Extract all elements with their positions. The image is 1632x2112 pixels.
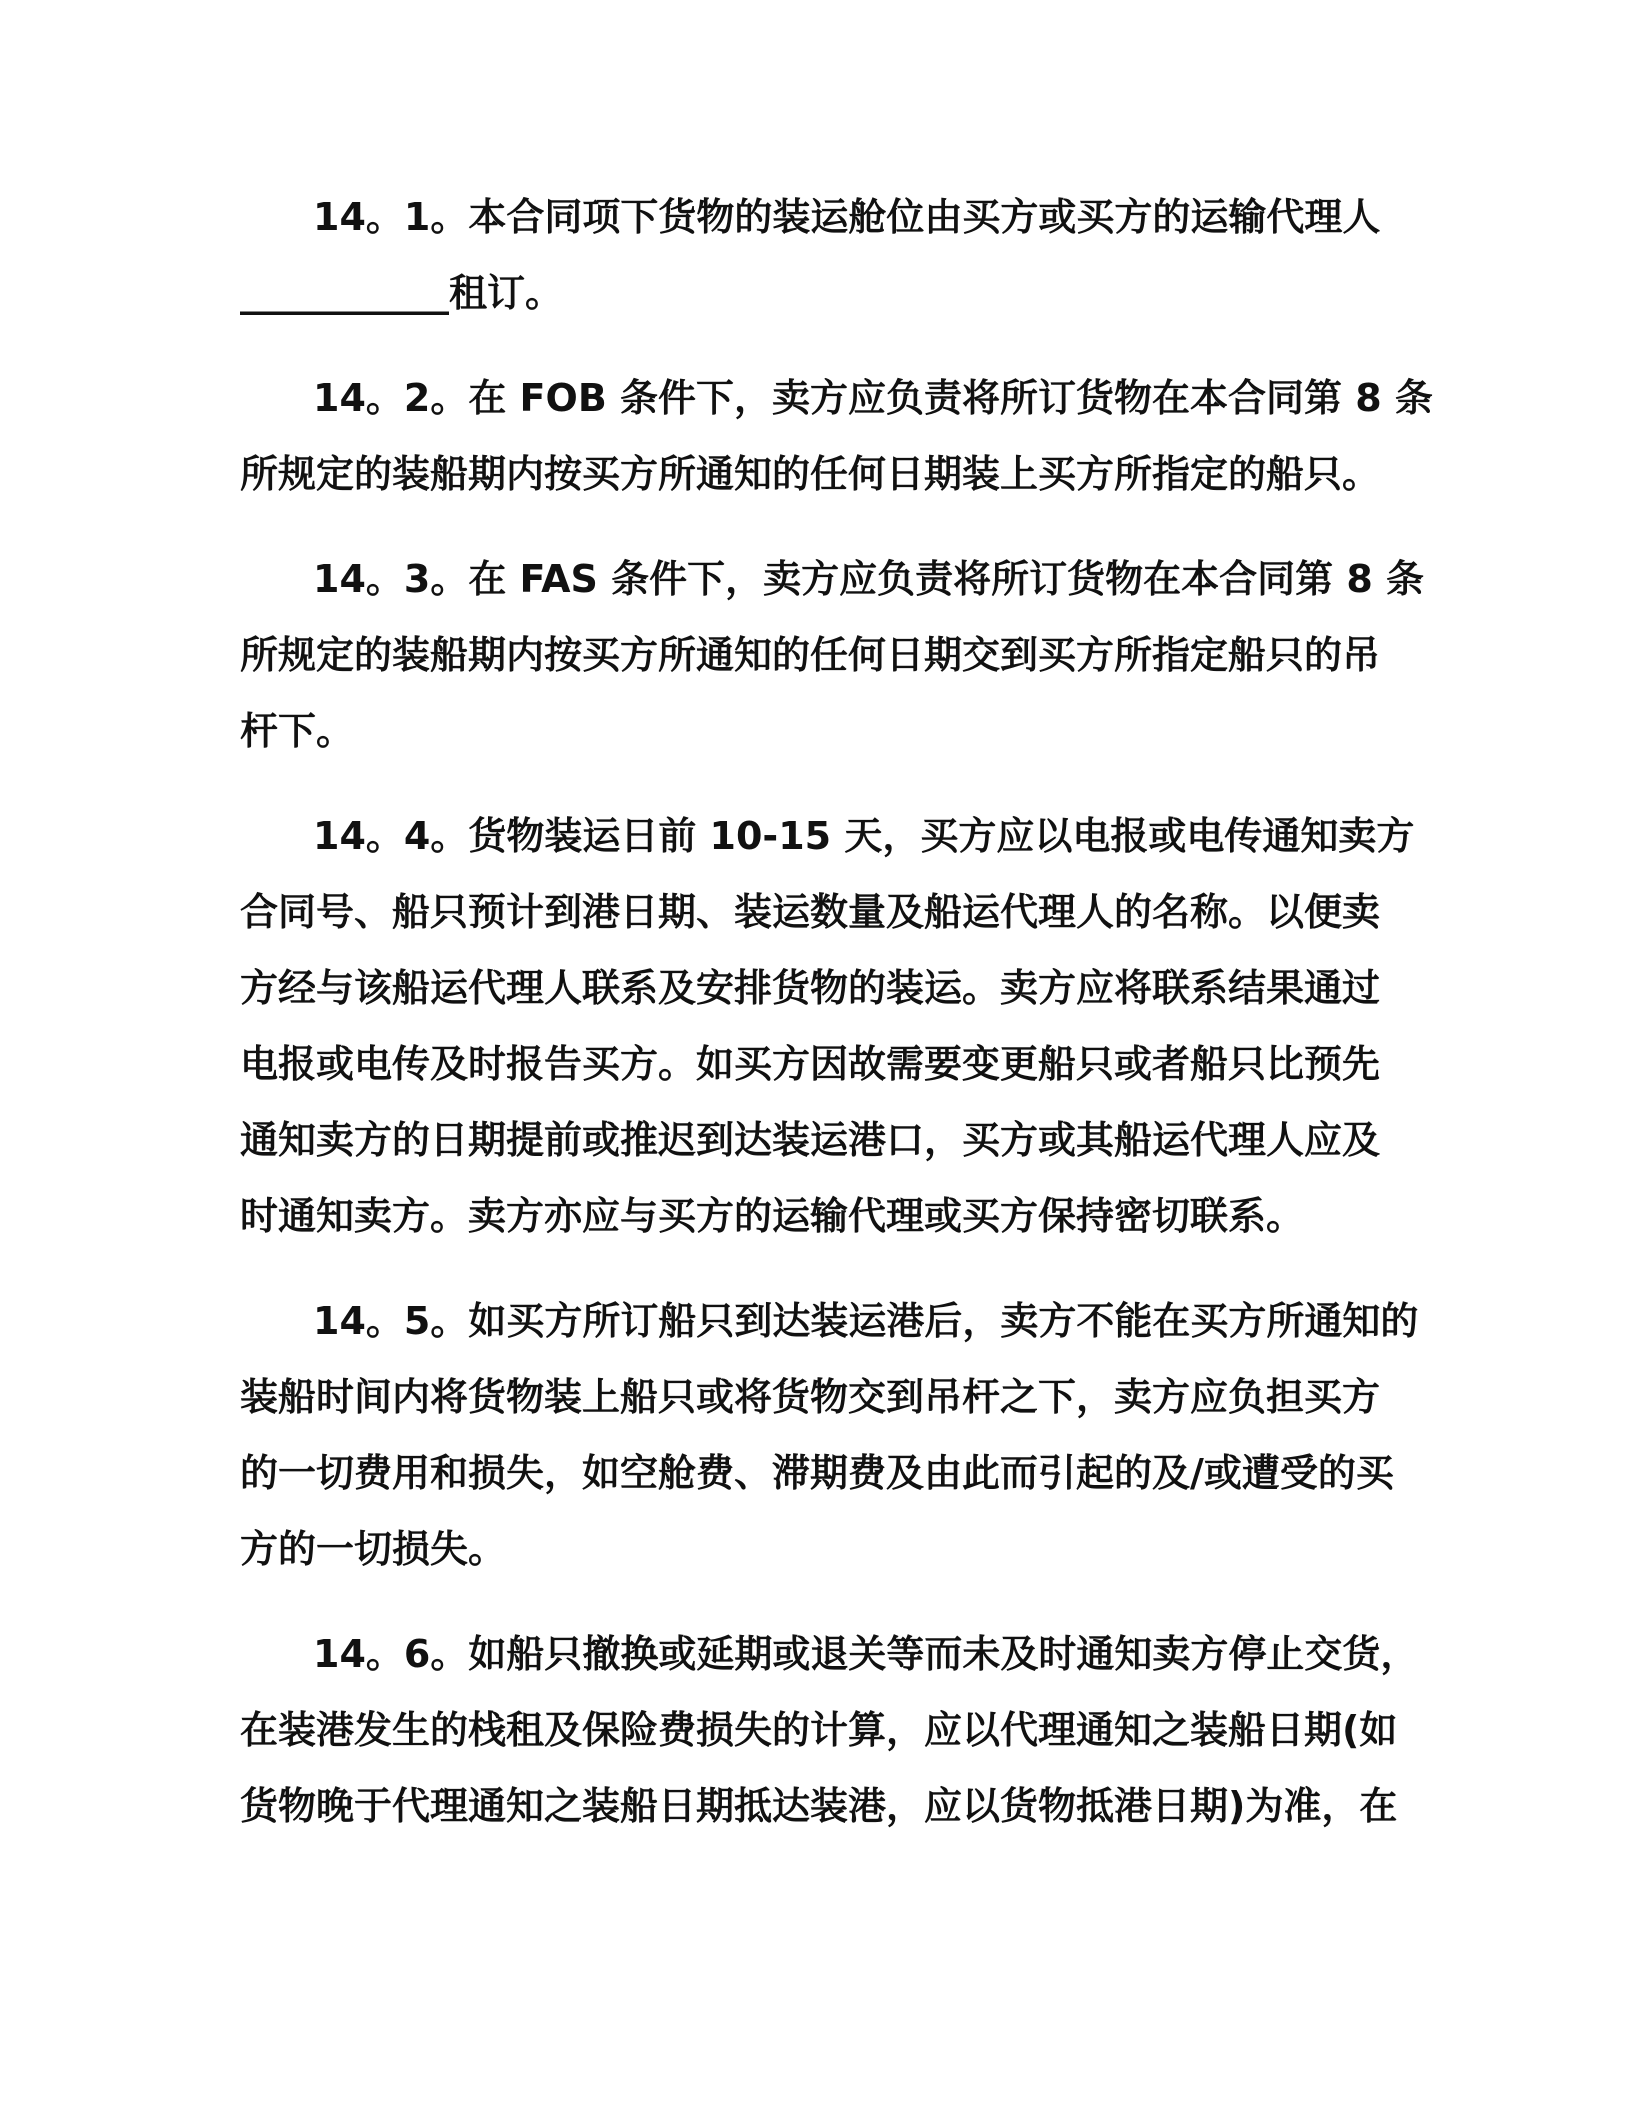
clause-line: 的一切费用和损失，如空舱费、滞期费及由此而引起的及/或遭受的买 (240, 1451, 1394, 1495)
clause-14-6 (240, 1616, 1419, 1844)
clause-line: 所规定的装船期内按买方所通知的任何日期交到买方所指定船只的吊 (240, 633, 1381, 677)
clause-line: 方的一切损失。 (240, 1527, 507, 1571)
clause-14-2 (240, 360, 1433, 512)
clause-line: ___________租订。 (240, 271, 564, 315)
clause-line: 在装港发生的栈租及保险费损失的计算，应以代理通知之装船日期(如 (240, 1708, 1398, 1752)
document-body (240, 179, 1433, 1873)
clause-14-1 (240, 179, 1390, 331)
clause-14-4 (240, 798, 1415, 1254)
clause-line: 14。3。在 FAS 条件下，卖方应负责将所订货物在本合同第 8 条 (313, 557, 1425, 601)
clause-line: 装船时间内将货物装上船只或将货物交到吊杆之下，卖方应负担买方 (240, 1375, 1381, 1419)
clause-line: 14。2。在 FOB 条件下，卖方应负责将所订货物在本合同第 8 条 (313, 376, 1433, 420)
clause-14-5 (240, 1283, 1419, 1587)
clause-line: 14。1。本合同项下货物的装运舱位由买方或买方的运输代理人 (313, 195, 1381, 239)
clause-line: 电报或电传及时报告买方。如买方因故需要变更船只或者船只比预先 (240, 1042, 1381, 1086)
clause-line: 合同号、船只预计到港日期、装运数量及船运代理人的名称。以便卖 (240, 890, 1381, 934)
clause-line: 14。6。如船只撤换或延期或退关等而未及时通知卖方停止交货， (313, 1632, 1419, 1676)
clause-line: 杆下。 (240, 709, 355, 753)
clause-14-3 (240, 541, 1425, 769)
clause-line: 14。5。如买方所订船只到达装运港后，卖方不能在买方所通知的 (313, 1299, 1419, 1343)
clause-line: 通知卖方的日期提前或推迟到达装运港口，买方或其船运代理人应及 (240, 1118, 1381, 1162)
clause-line: 货物晚于代理通知之装船日期抵达装港，应以货物抵港日期)为准，在 (240, 1784, 1398, 1828)
clause-line: 时通知卖方。卖方亦应与买方的运输代理或买方保持密切联系。 (240, 1194, 1305, 1238)
clause-line: 方经与该船运代理人联系及安排货物的装运。卖方应将联系结果通过 (240, 966, 1381, 1010)
clause-line: 所规定的装船期内按买方所通知的任何日期装上买方所指定的船只。 (240, 452, 1381, 496)
clause-line: 14。4。货物装运日前 10-15 天，买方应以电报或电传通知卖方 (313, 814, 1415, 858)
